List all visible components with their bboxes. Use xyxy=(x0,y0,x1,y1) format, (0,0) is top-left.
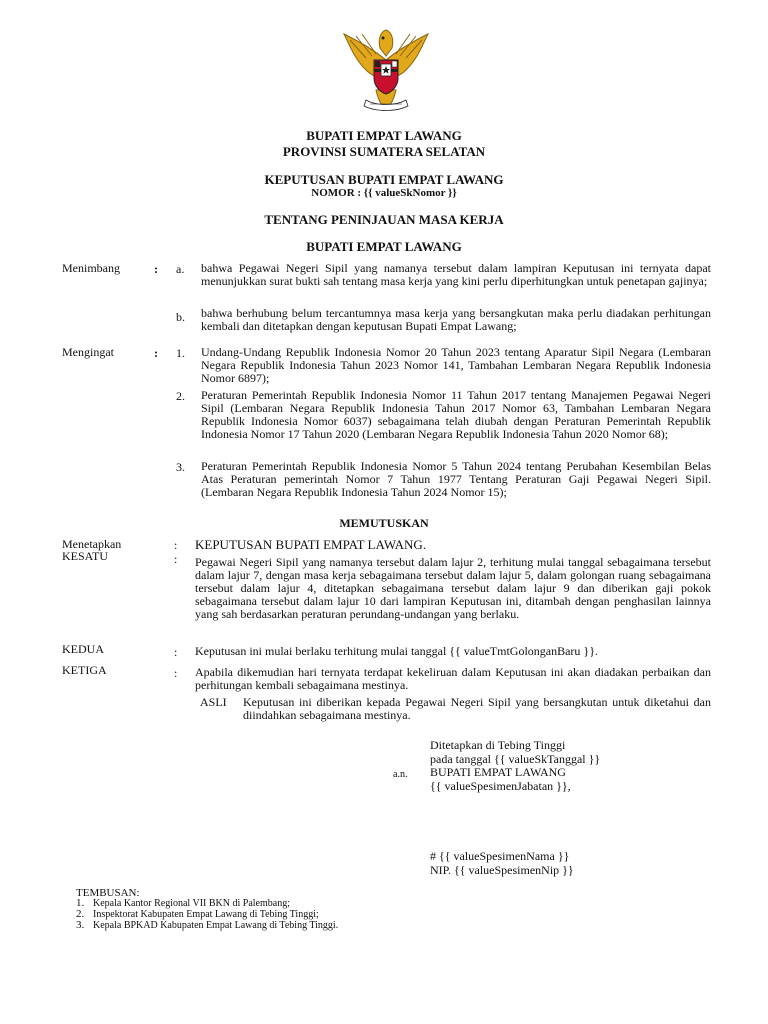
tembusan-item-2: Inspektorat Kabupaten Empat Lawang di Tebing Tinggi; xyxy=(93,909,319,920)
menetapkan-colon: : xyxy=(174,538,178,552)
mengingat-marker-3: 3. xyxy=(176,460,185,474)
signature-date: pada tanggal {{ valueSkTanggal }} xyxy=(430,752,601,766)
mengingat-item-2: Peraturan Pemerintah Republik Indonesia Nomor 11 Tahun 2017 tentang Manajemen Pegawai Negeri Sipil (Lembaran Negara Republik Indonesia Tahun 2017 Nomor 63, Tambahan Lembaran Negara Republik Indonesia Nomor 6037) sebagaimana telah diubah dengan Peraturan Pemerintah Republik Indonesia Nomor 17 Tahun 2020 (Lembaran Negara Republik Indonesia Tahun 2020 Nomor 68); xyxy=(201,388,711,441)
header-line2: PROVINSI SUMATERA SELATAN xyxy=(282,144,486,159)
menimbang-colon: : xyxy=(154,262,158,276)
decision-subject: TENTANG PENINJAUAN MASA KERJA xyxy=(264,212,504,227)
kesatu-label: KESATU xyxy=(62,549,109,563)
kedua-label: KEDUA xyxy=(62,642,104,656)
garuda-emblem-icon xyxy=(336,20,436,120)
menetapkan-label: Menetapkan xyxy=(62,537,122,551)
mengingat-item-3: Peraturan Pemerintah Republik Indonesia Nomor 5 Tahun 2024 tentang Perubahan Kesembilan Belas Atas Peraturan pemerintah Nomor 7 Tahun 1977 Tentang Peraturan Gaji Pegawai Negeri Sipil. (Lembaran Negara Republik Indonesia Tahun 2024 Nomor 15); xyxy=(201,459,711,499)
signature-nama: # {{ valueSpesimenNama }} xyxy=(430,849,570,863)
asli-label: ASLI xyxy=(200,695,227,709)
asli-text: Keputusan ini diberikan kepada Pegawai Negeri Sipil yang bersangkutan untuk diketahui dan diindahkan sebagaimana mestinya. xyxy=(243,695,711,722)
tembusan-item-3: Kepala BPKAD Kabupaten Empat Lawang di Tebing Tinggi. xyxy=(93,920,339,931)
mengingat-item-1: Undang-Undang Republik Indonesia Nomor 20 Tahun 2023 tentang Aparatur Sipil Negara (Lembaran Negara Republik Indonesia Tahun 2023 Nomor 141, Tambahan Lembaran Negara Republik Indonesia Nomor 6897); xyxy=(201,345,711,385)
mengingat-marker-2: 2. xyxy=(176,389,185,403)
signature-official: BUPATI EMPAT LAWANG xyxy=(430,765,566,779)
menetapkan-text: KEPUTUSAN BUPATI EMPAT LAWANG. xyxy=(195,537,427,552)
signature-jabatan: {{ valueSpesimenJabatan }}, xyxy=(430,779,571,793)
kesatu-colon: : xyxy=(174,552,178,566)
ketiga-colon: : xyxy=(174,666,178,680)
tembusan-marker-1: 1. xyxy=(76,897,85,909)
tembusan-item-1: Kepala Kantor Regional VII BKN di Palembang; xyxy=(93,898,290,909)
ketiga-label: KETIGA xyxy=(62,663,107,677)
kedua-colon: : xyxy=(174,645,178,659)
ketiga-text: Apabila dikemudian hari ternyata terdapat kekeliruan dalam Keputusan ini akan diadakan perbaikan dan perhitungan kembali sebagaimana mestinya. xyxy=(195,665,711,692)
tembusan-marker-2: 2. xyxy=(76,908,85,920)
menimbang-label: Menimbang xyxy=(62,261,120,275)
menimbang-item-a: bahwa Pegawai Negeri Sipil yang namanya tersebut dalam lampiran Keputusan ini ternyata dapat menunjukkan surat bukti sah tentang masa kerja yang kini perlu diperhitungkan untuk penetapan gajinya; xyxy=(201,261,711,288)
mengingat-colon: : xyxy=(154,346,158,360)
kesatu-text: Pegawai Negeri Sipil yang namanya tersebut dalam lajur 2, terhitung mulai tanggal sebagaimana tersebut dalam lajur 7, dengan masa kerja sebagaimana tersebut dalam lajur 5, dalam golongan ruang sebagaimana tersebut dalam lajur 4, ditetapkan sebagaimana tersebut dalam lajur 9 dan diberikan gaji pokok sebagaimana tersebut dalam lajur 10 dari lampiran Keputusan ini, ditambah dengan penghasilan lainnya yang sah berdasarkan peraturan perundang-undangan yang berlaku. xyxy=(195,555,711,621)
signature-place: Ditetapkan di Tebing Tinggi xyxy=(430,738,566,752)
menimbang-marker-b: b. xyxy=(176,310,185,324)
signature-an: a.n. xyxy=(393,769,408,780)
mengingat-label: Mengingat xyxy=(62,345,114,359)
decision-number: NOMOR : {{ valueSkNomor }} xyxy=(311,187,457,199)
memutuskan-heading: MEMUTUSKAN xyxy=(339,516,429,530)
issuer-title: BUPATI EMPAT LAWANG xyxy=(306,239,462,254)
menimbang-marker-a: a. xyxy=(176,262,185,276)
garuda-emblem xyxy=(336,20,436,120)
tembusan-title: TEMBUSAN: xyxy=(76,887,140,899)
header-line1: BUPATI EMPAT LAWANG xyxy=(306,128,462,143)
signature-nip: NIP. {{ valueSpesimenNip }} xyxy=(430,863,574,877)
decision-title: KEPUTUSAN BUPATI EMPAT LAWANG xyxy=(264,172,504,187)
tembusan-marker-3: 3. xyxy=(76,919,85,931)
mengingat-marker-1: 1. xyxy=(176,346,185,360)
kedua-text: Keputusan ini mulai berlaku terhitung mulai tanggal {{ valueTmtGolonganBaru }}. xyxy=(195,644,598,658)
menimbang-item-b: bahwa berhubung belum tercantumnya masa kerja yang bersangkutan maka perlu diadakan perhitungan kembali dan ditetapkan dengan keputusan Bupati Empat Lawang; xyxy=(201,306,711,333)
